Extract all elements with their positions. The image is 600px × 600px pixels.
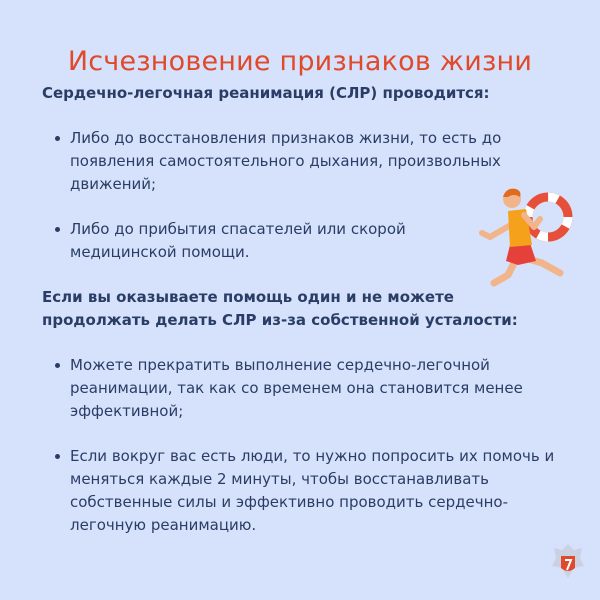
page-title: Исчезновение признаков жизни <box>67 46 533 78</box>
ministry-emblem-icon <box>548 540 588 584</box>
section2-list <box>42 354 562 537</box>
list-item: Можете прекратить выполнение сердечно-легочной реанимации, так как со временем она становится менее эффективной; <box>42 354 562 423</box>
content <box>42 82 562 537</box>
list-item: Либо до прибытия спасателей или скорой медицинской помощи. <box>42 218 490 264</box>
section2-heading: Если вы оказываете помощь один и не можете продолжать делать СЛР из-за собственной усталости: <box>42 288 518 329</box>
section1-heading: Сердечно-легочная реанимация (СЛР) проводится: <box>42 84 490 102</box>
lifeguard-runner-icon <box>470 185 580 295</box>
list-item: Если вокруг вас есть люди, то нужно попросить их помочь и меняться каждые 2 минуты, чтобы восстанавливать собственные силы и эффективно проводить сердечно-легочную реанимацию. <box>42 445 562 537</box>
list-item: Либо до восстановления признаков жизни, то есть до появления самостоятельного дыхания, произвольных движений; <box>42 127 562 196</box>
